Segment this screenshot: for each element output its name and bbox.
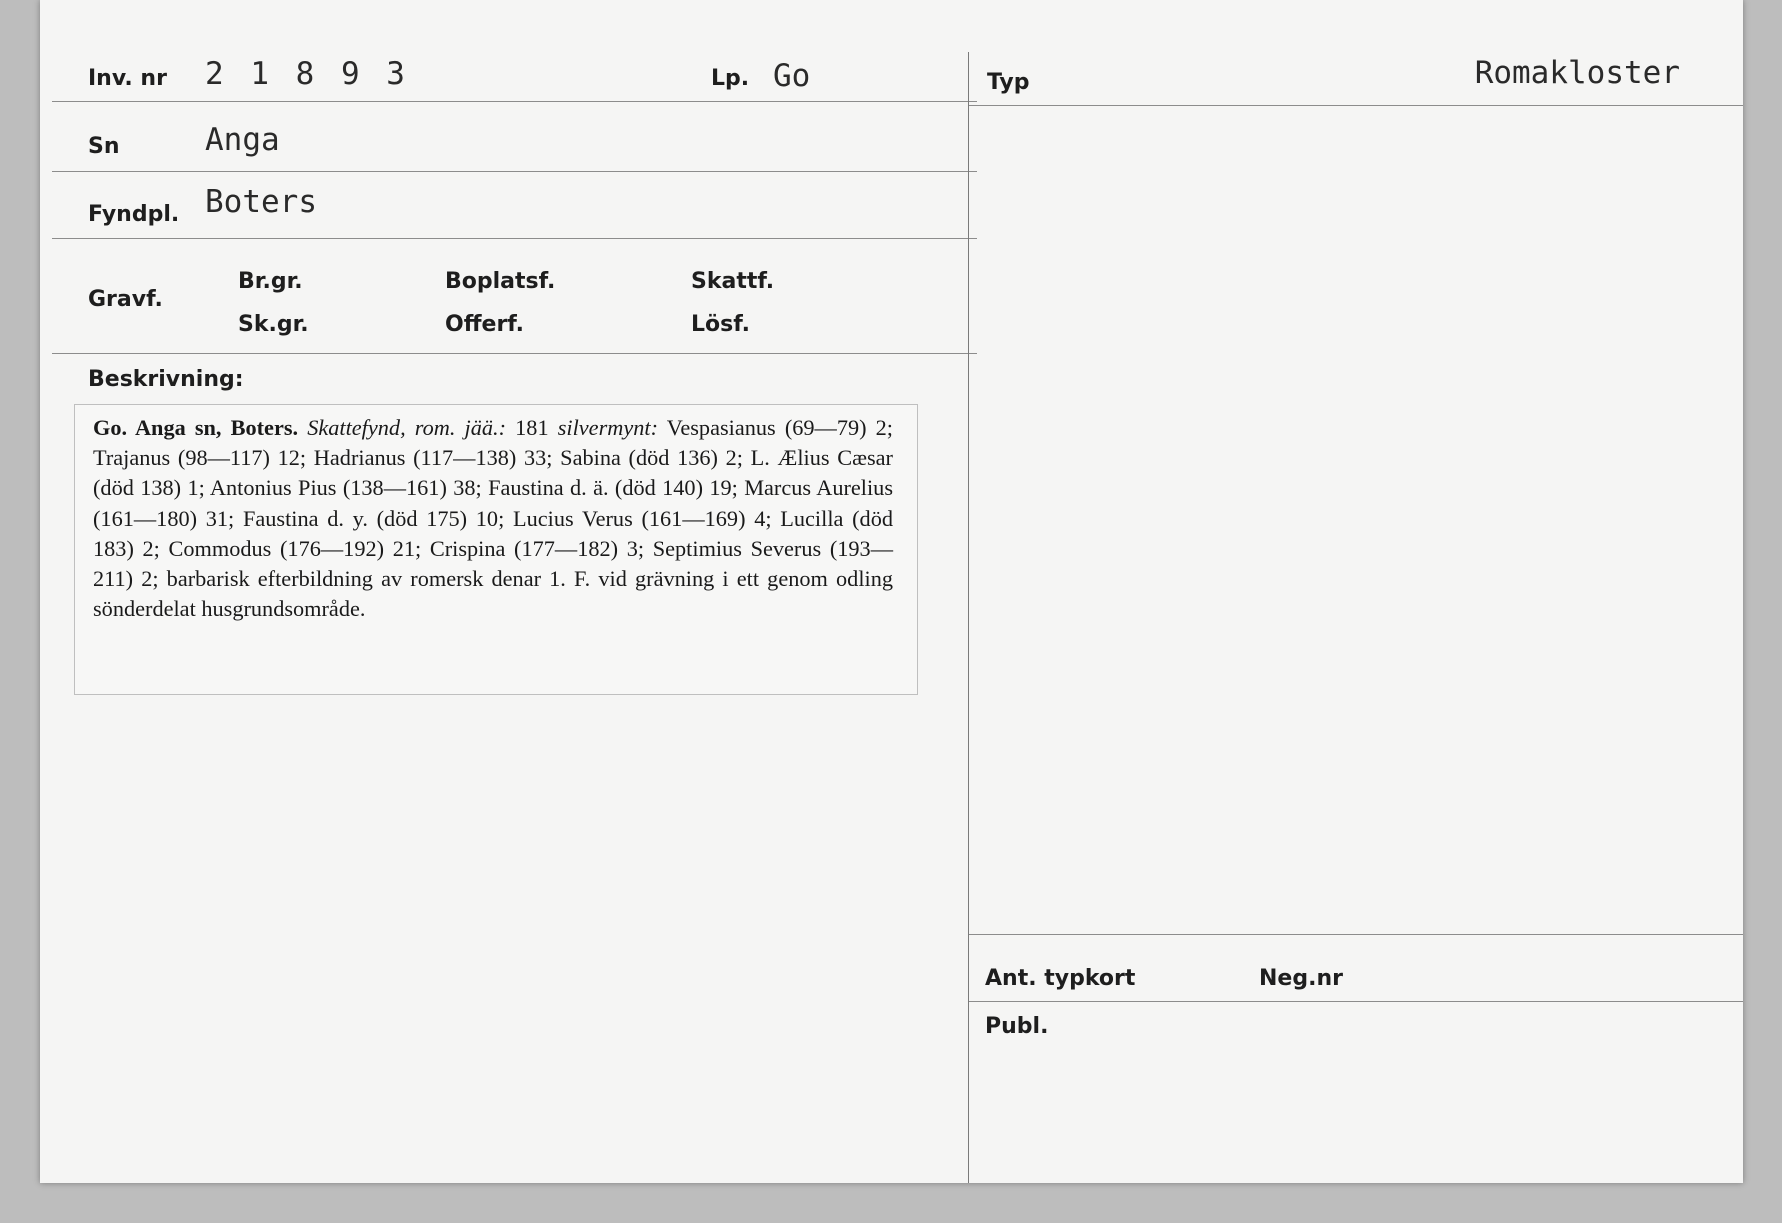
row-divider	[52, 353, 977, 354]
row-divider	[969, 934, 1743, 935]
inv-nr-label: Inv. nr	[88, 66, 167, 91]
sn-value: Anga	[205, 122, 280, 158]
boplatsf-label: Boplatsf.	[445, 269, 556, 294]
description-find-type: Skattefynd, rom. jää.:	[307, 415, 507, 440]
lp-label: Lp.	[711, 66, 750, 91]
inv-nr-value: 2 1 8 9 3	[205, 56, 409, 92]
row-divider	[52, 238, 977, 239]
sn-label: Sn	[88, 134, 120, 159]
description-body: Vespasianus (69—79) 2; Trajanus (98—117) 12; Hadrianus (117—138) 33; Sabina (död 136) 2; L. Ælius Cæsar (död 138) 1; Antonius Pius (138—161) 38; Faustina d. ä. (död 140) 19; Marcus Aurelius (161—180) 31; Faustina d. y. (död 175) 10; Lucius Verus (161—169) 4; Lucilla (död 183) 2; Commodus (176—192) 21; Crispina (177—182) 3; Septimius Severus (193—211) 2; barbarisk efterbildning av romersk denar 1. F. vid grävning i ett genom odling sönderdelat husgrundsområde.	[93, 415, 894, 622]
fyndpl-label: Fyndpl.	[88, 202, 180, 227]
typ-label: Typ	[987, 70, 1030, 95]
row-divider	[969, 105, 1743, 106]
skattf-label: Skattf.	[691, 269, 775, 294]
catalog-card	[40, 0, 1743, 1183]
row-divider	[969, 1001, 1743, 1002]
negnr-label: Neg.nr	[1259, 966, 1343, 991]
publ-label: Publ.	[985, 1014, 1049, 1039]
gravf-label: Gravf.	[88, 287, 163, 312]
description-count: 181	[515, 415, 549, 440]
offerf-label: Offerf.	[445, 312, 525, 337]
row-divider	[52, 171, 977, 172]
lp-value: Go	[773, 58, 811, 94]
skgr-label: Sk.gr.	[238, 312, 309, 337]
ant-typkort-label: Ant. typkort	[985, 966, 1136, 991]
losf-label: Lösf.	[691, 312, 750, 337]
column-divider	[968, 52, 969, 1183]
description-object: silvermynt:	[557, 415, 659, 440]
description-text	[93, 413, 893, 624]
row-divider	[52, 101, 977, 102]
fyndpl-value: Boters	[205, 184, 317, 220]
beskrivning-label: Beskrivning:	[88, 367, 244, 392]
description-lead: Go. Anga sn, Boters.	[93, 415, 299, 440]
description-slip	[74, 404, 918, 695]
typ-value: Romakloster	[1474, 55, 1680, 91]
brgr-label: Br.gr.	[238, 269, 303, 294]
